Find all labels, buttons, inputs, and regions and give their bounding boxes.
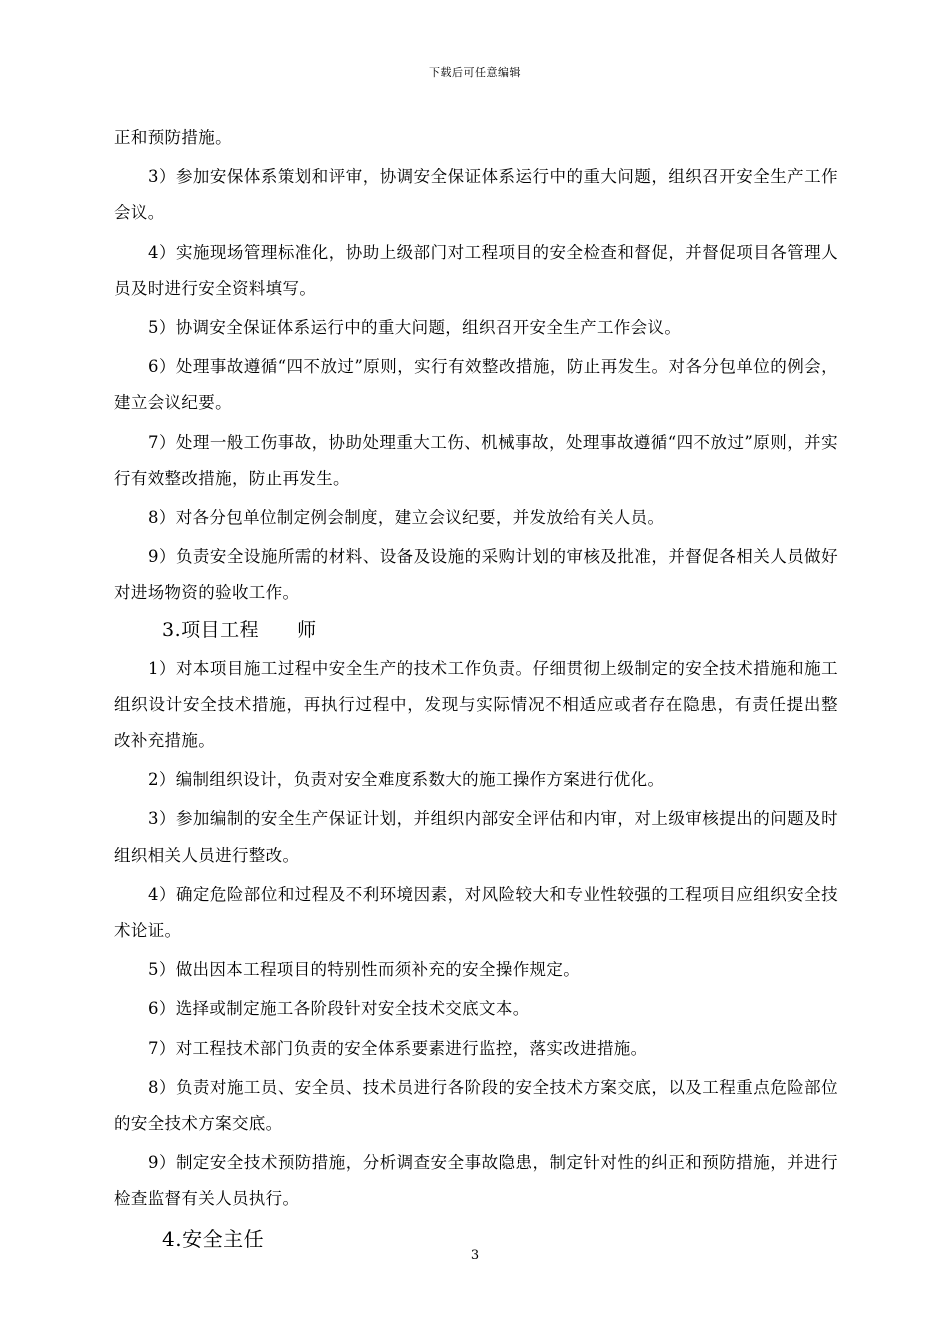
section-number: 4.: [162, 1226, 183, 1251]
list-item: 3）参加安保体系策划和评审，协调安全保证体系运行中的重大问题，组织召开安全生产工作会议。: [114, 167, 838, 223]
list-item: 6）处理事故遵循“四不放过”原则，实行有效整改措施，防止再发生。对各分包单位的例会，建立会议纪要。: [114, 357, 838, 413]
list-item: 6）选择或制定施工各阶段针对安全技术交底文本。: [148, 999, 530, 1019]
paragraph: 正和预防措施。: [114, 128, 232, 147]
list-item: 9）制定安全技术预防措施，分析调查安全事故隐患，制定针对性的纠正和预防措施，并进行检查监督有关人员执行。: [114, 1153, 838, 1209]
section-number: 3.: [162, 618, 182, 641]
section-title: 安全主任: [182, 1226, 265, 1251]
section-title-main: 项目工程: [181, 618, 260, 641]
list-item: 9）负责安全设施所需的材料、设备及设施的采购计划的审核及批准，并督促各相关人员做好对进场物资的验收工作。: [114, 547, 838, 603]
list-item: 5）做出因本工程项目的特别性而须补充的安全操作规定。: [148, 960, 581, 980]
list-item: 4）实施现场管理标准化，协助上级部门对工程项目的安全检查和督促，并督促项目各管理人员及时进行安全资料填写。: [114, 242, 838, 298]
document-body: [114, 120, 838, 1260]
list-item: 7）处理一般工伤事故，协助处理重大工伤、机械事故，处理事故遵循“四不放过”原则，并实行有效整改措施，防止再发生。: [114, 432, 838, 488]
list-item: 4）确定危险部位和过程及不利环境因素，对风险较大和专业性较强的工程项目应组织安全技术论证。: [114, 884, 838, 941]
header-text: 下载后可任意编辑: [429, 66, 521, 79]
list-item: 8）负责对施工员、安全员、技术员进行各阶段的安全技术方案交底，以及工程重点危险部位的安全技术方案交底。: [114, 1077, 838, 1134]
list-item: 1）对本项目施工过程中安全生产的技术工作负责。仔细贯彻上级制定的安全技术措施和施工组织设计安全技术措施，再执行过程中，发现与实际情况不相适应或者存在隐患，有责任提出整改补充措施。: [114, 658, 838, 751]
section-heading-3: [114, 612, 838, 648]
list-item: 5）协调安全保证体系运行中的重大问题，组织召开安全生产工作会议。: [148, 318, 682, 338]
page-header: [0, 66, 950, 80]
list-item: 8）对各分包单位制定例会制度，建立会议纪要，并发放给有关人员。: [148, 508, 665, 528]
list-item: 3）参加编制的安全生产保证计划，并组织内部安全评估和内审，对上级审核提出的问题及时组织相关人员进行整改。: [114, 809, 838, 865]
list-item: 2）编制组织设计，负责对安全难度系数大的施工操作方案进行优化。: [148, 770, 665, 790]
page-number: [0, 1248, 950, 1264]
section-title-end: 师: [297, 618, 317, 641]
page-number-text: 3: [470, 1248, 480, 1263]
list-item: 7）对工程技术部门负责的安全体系要素进行监控，落实改进措施。: [148, 1038, 648, 1058]
